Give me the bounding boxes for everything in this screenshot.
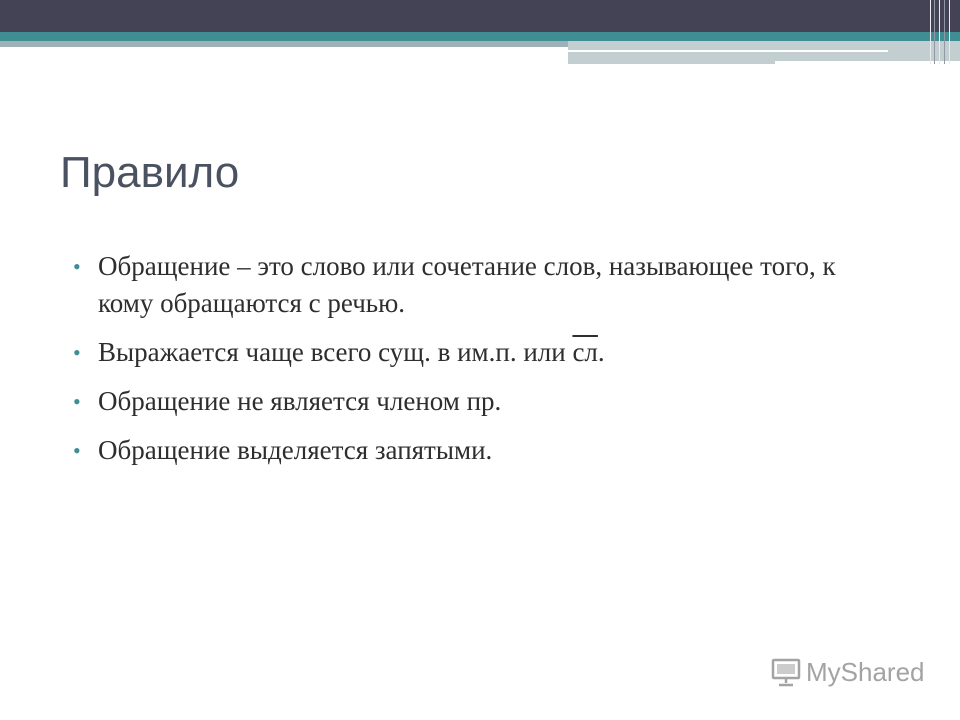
header-bar-teal bbox=[0, 32, 960, 41]
header-bar-dark bbox=[0, 0, 960, 32]
bullet-text: Обращение – это слово или сочетание слов, называющее того, к кому обращаются с речью. bbox=[98, 251, 836, 318]
bullet-dot: • bbox=[73, 254, 81, 279]
header-vline bbox=[944, 0, 945, 64]
bullet-dot: • bbox=[73, 340, 81, 365]
slide-title: Правило bbox=[60, 148, 240, 197]
header-vline bbox=[934, 0, 935, 64]
bullet-text-end: . bbox=[597, 337, 605, 367]
watermark-text: MyShared bbox=[806, 656, 925, 687]
header-stripe-lower bbox=[775, 61, 960, 64]
header-vline bbox=[949, 0, 950, 64]
bullet-item bbox=[73, 248, 893, 322]
bullet-overlined-abbr: сл bbox=[572, 337, 598, 367]
bullet-dot: • bbox=[73, 438, 81, 463]
bullet-text: Обращение выделяется запятыми. bbox=[98, 435, 493, 465]
bullet-item bbox=[73, 432, 893, 469]
bullet-dot: • bbox=[73, 389, 81, 414]
bullet-item bbox=[73, 383, 893, 420]
bullet-text: Выражается чаще всего сущ. в им.п. или bbox=[98, 337, 573, 367]
presentation-screen-icon bbox=[770, 656, 802, 688]
bullet-text: Обращение не является членом пр. bbox=[98, 386, 502, 416]
bullet-list bbox=[73, 248, 893, 481]
header-vline bbox=[939, 0, 940, 64]
header-bar-grey bbox=[0, 41, 568, 47]
header-vline bbox=[930, 0, 931, 64]
watermark-logo bbox=[770, 655, 925, 689]
bullet-item bbox=[73, 334, 893, 371]
